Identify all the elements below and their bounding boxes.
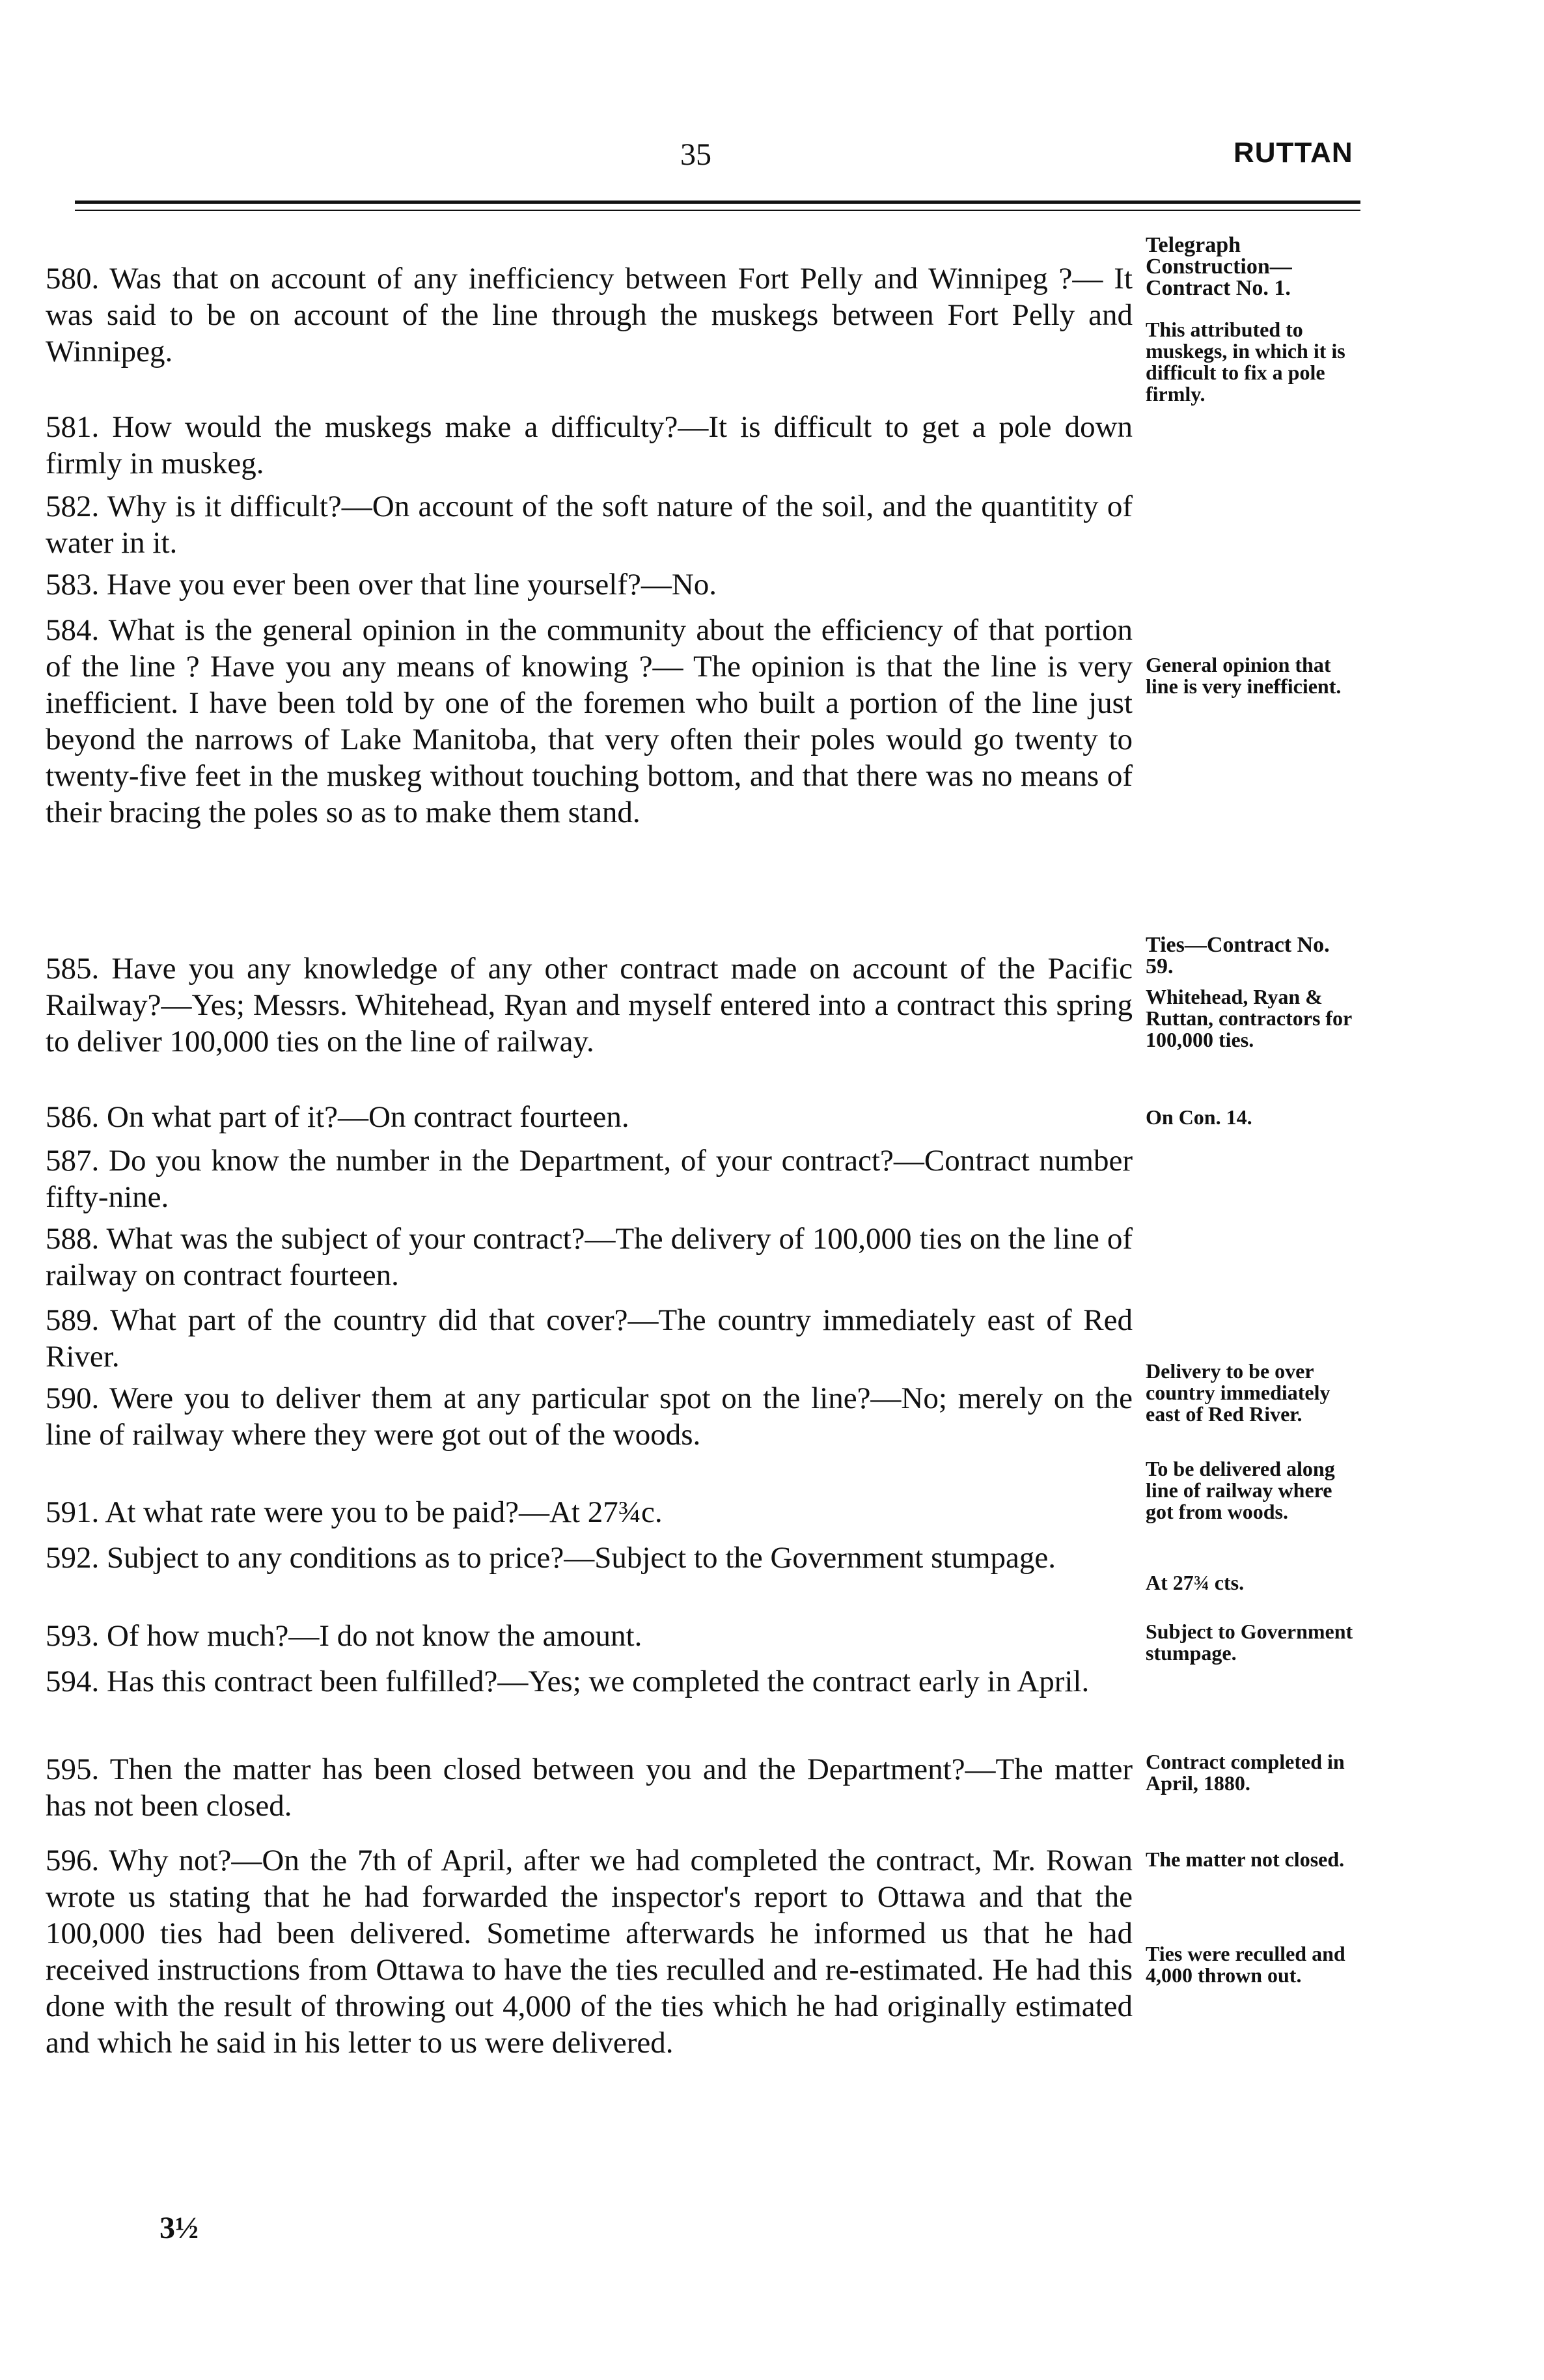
paragraph-586: 586. On what part of it?—On contract fourteen. [46,1100,629,1134]
margin-note-589: Delivery to be over country immediately east of Red River. [1146,1359,1330,1426]
paragraph-592: 592. Subject to any conditions as to price?—Subject to the Government stumpage. [46,1541,1056,1575]
paragraph-584: 584. What is the general opinion in the community about the efficiency of that portion of the line ? Have you any means of knowing ?— The opinion is that the line is very inefficient. I have been told by one of the foremen who built a portion of the line just beyond the narrows of Lake Manitoba, that very often their poles would go twenty to twenty-five feet in the muskeg without touching bottom, and that there was no means of their bracing the poles so as to make them stand. [46,613,1133,829]
margin-section-ties: Ties—Contract No. 59. [1146,933,1330,978]
paragraph-590: 590. Were you to deliver them at any particular spot on the line?—No; merely on the line of railway where they were got out of the woods. [46,1381,1133,1452]
paragraph-583: 583. Have you ever been over that line yourself?—No. [46,568,717,602]
margin-section-telegraph: Telegraph Construction—Contract No. 1. [1146,233,1292,300]
margin-note-584: General opinion that line is very inefficient. [1146,653,1342,698]
page-number: 35 [680,137,711,172]
margin-note-586: On Con. 14. [1146,1105,1252,1129]
paragraph-585: 585. Have you any knowledge of any other contract made on account of the Pacific Railway?—Yes; Messrs. Whitehead, Ryan and myself entered into a contract this spring to deliver 100,000 ties on the line of railway. [46,952,1133,1059]
paragraph-596: 596. Why not?—On the 7th of April, after we had completed the contract, Mr. Rowan wrote us stating that he had forwarded the inspector's report to Ottawa and that the 100,000 ties had been delivered. Sometime afterwards he informed us that he had received instructions from Ottawa to have the ties reculled and re-estimated. He had this done with the result of throwing out 4,000 of the ties which he had originally estimated and which he said in his letter to us were delivered. [46,1844,1133,2060]
margin-note-594: Contract completed in April, 1880. [1146,1750,1345,1795]
margin-note-596: Ties were reculled and 4,000 thrown out. [1146,1942,1345,1987]
signature-mark: 3½ [159,2211,199,2245]
margin-note-592: Subject to Government stumpage. [1146,1620,1353,1665]
paragraph-581: 581. How would the muskegs make a difficulty?—It is difficult to get a pole down firmly in muskeg. [46,410,1133,480]
paragraph-589: 589. What part of the country did that cover?—The country immediately east of Red River. [46,1303,1133,1374]
paragraph-587: 587. Do you know the number in the Department, of your contract?—Contract number fifty-nine. [46,1144,1133,1214]
paragraph-595: 595. Then the matter has been closed between you and the Department?—The matter has not been closed. [46,1752,1133,1823]
paragraph-582: 582. Why is it difficult?—On account of the soft nature of the soil, and the quantitity of water in it. [46,490,1133,560]
running-head: RUTTAN [1234,137,1353,169]
margin-note-591: At 27¾ cts. [1146,1571,1245,1594]
paragraph-580: 580. Was that on account of any inefficiency between Fort Pelly and Winnipeg ?— It was said to be on account of the line through the muskegs between Fort Pelly and Winnipeg. [46,262,1133,368]
paragraph-594: 594. Has this contract been fulfilled?—Yes; we completed the contract early in April. [46,1665,1090,1698]
header-rule-thin [75,210,1360,211]
margin-note-590: To be delivered along line of railway where got from woods. [1146,1457,1335,1523]
margin-note-595: The matter not closed. [1146,1847,1345,1871]
margin-note-580: This attributed to muskegs, in which it is difficult to fix a pole firmly. [1146,318,1345,406]
margin-note-585: Whitehead, Ryan & Ruttan, contractors for 100,000 ties. [1146,985,1352,1051]
header-rule [75,201,1360,204]
paragraph-588: 588. What was the subject of your contract?—The delivery of 100,000 ties on the line of railway on contract fourteen. [46,1222,1133,1292]
paragraph-593: 593. Of how much?—I do not know the amount. [46,1619,642,1653]
paragraph-591: 591. At what rate were you to be paid?—At 27¾c. [46,1495,663,1529]
